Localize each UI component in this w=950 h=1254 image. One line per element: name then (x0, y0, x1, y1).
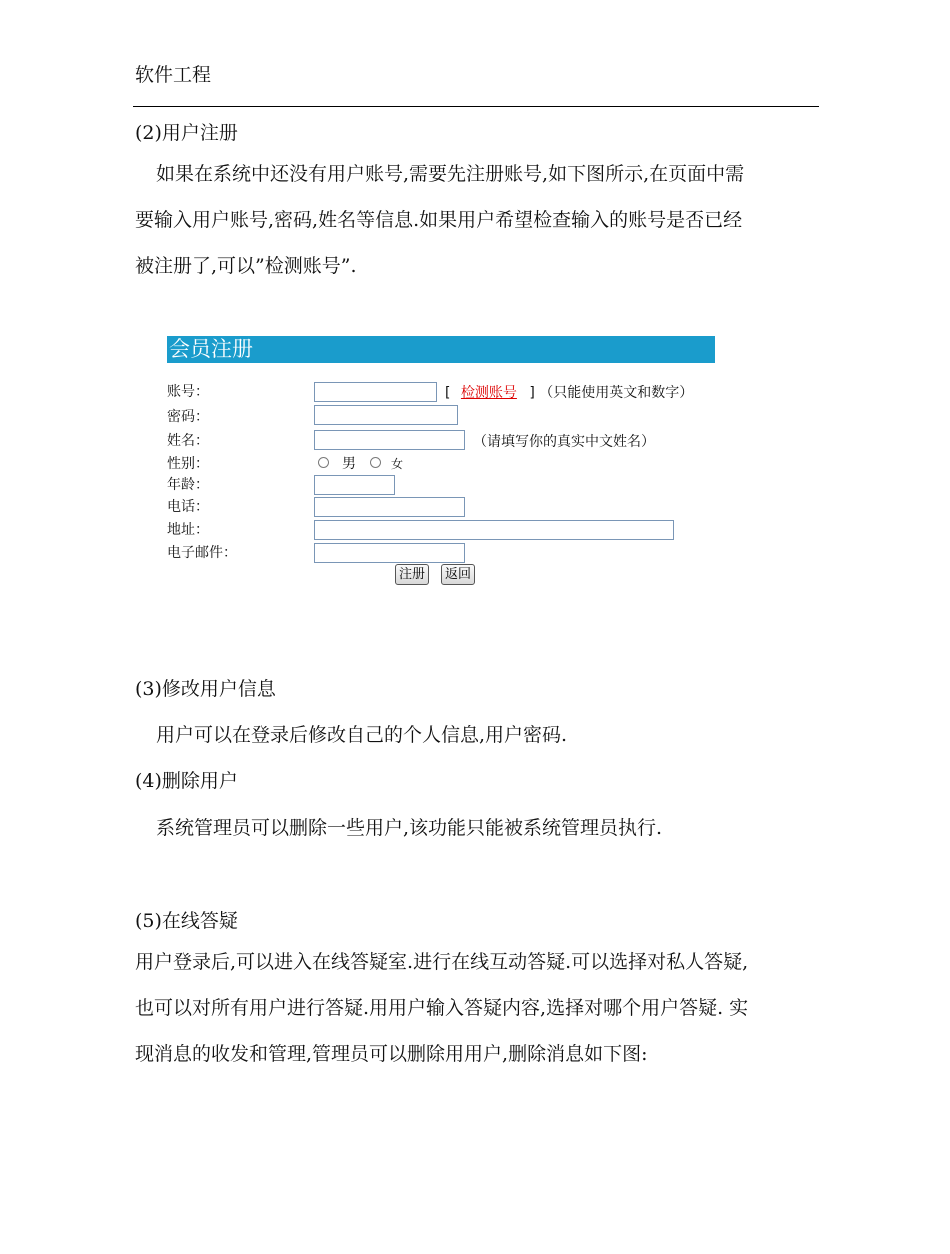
form-title: 会员注册 (167, 336, 715, 363)
name-label: 姓名： (167, 433, 209, 449)
bracket-open: [ (445, 385, 451, 401)
qa-paragraph (135, 939, 835, 1077)
register-line-3: 被注册了,可以”检测账号”. (135, 255, 357, 277)
page-header-title: 软件工程 (135, 64, 212, 86)
bracket-close: ] (529, 385, 535, 401)
gender-female-label: 女 (391, 457, 404, 471)
password-input[interactable] (314, 405, 458, 425)
modify-paragraph: 用户可以在登录后修改自己的个人信息,用户密码. (156, 724, 568, 746)
delete-paragraph: 系统管理员可以删除一些用户,该功能只能被系统管理员执行. (156, 817, 663, 839)
name-input[interactable] (314, 430, 465, 450)
gender-male-radio[interactable] (318, 457, 329, 468)
name-hint: （请填写你的真实中文姓名） (473, 434, 655, 450)
account-input[interactable] (314, 382, 437, 402)
member-registration-form (167, 336, 715, 596)
address-label: 地址： (167, 522, 209, 538)
gender-male-label: 男 (342, 456, 356, 472)
age-label: 年龄： (167, 477, 209, 493)
register-button[interactable]: 注册 (395, 564, 429, 585)
account-hint: （只能使用英文和数字） (539, 385, 694, 401)
qa-line-1: 用户登录后,可以进入在线答疑室.进行在线互动答疑.可以选择对私人答疑, (135, 951, 749, 973)
email-label: 电子邮件： (167, 545, 237, 561)
qa-line-2: 也可以对所有用户进行答疑.用用户输入答疑内容,选择对哪个用户答疑. 实 (135, 997, 749, 1019)
gender-label: 性别： (167, 456, 209, 472)
password-label: 密码： (167, 409, 209, 425)
qa-line-3: 现消息的收发和管理,管理员可以删除用用户,删除消息如下图: (135, 1043, 648, 1065)
section-heading-modify: (3)修改用户信息 (135, 678, 276, 700)
section-heading-delete: (4)删除用户 (135, 770, 238, 792)
register-paragraph (135, 151, 825, 289)
phone-input[interactable] (314, 497, 465, 517)
age-input[interactable] (314, 475, 395, 495)
account-label: 账号： (167, 384, 209, 400)
gender-female-radio[interactable] (370, 457, 381, 468)
check-account-group (445, 382, 693, 402)
address-input[interactable] (314, 520, 674, 540)
back-button[interactable]: 返回 (441, 564, 475, 585)
check-account-link[interactable]: 检测账号 (460, 385, 517, 401)
phone-label: 电话： (167, 499, 209, 515)
section-heading-register: (2)用户注册 (135, 122, 238, 144)
register-line-2: 要输入用户账号,密码,姓名等信息.如果用户希望检查输入的账号是否已经 (135, 209, 743, 231)
header-divider (133, 106, 819, 107)
section-heading-qa: (5)在线答疑 (135, 910, 238, 932)
email-input[interactable] (314, 543, 465, 563)
register-line-1: 如果在系统中还没有用户账号,需要先注册账号,如下图所示,在页面中需 (156, 163, 745, 185)
